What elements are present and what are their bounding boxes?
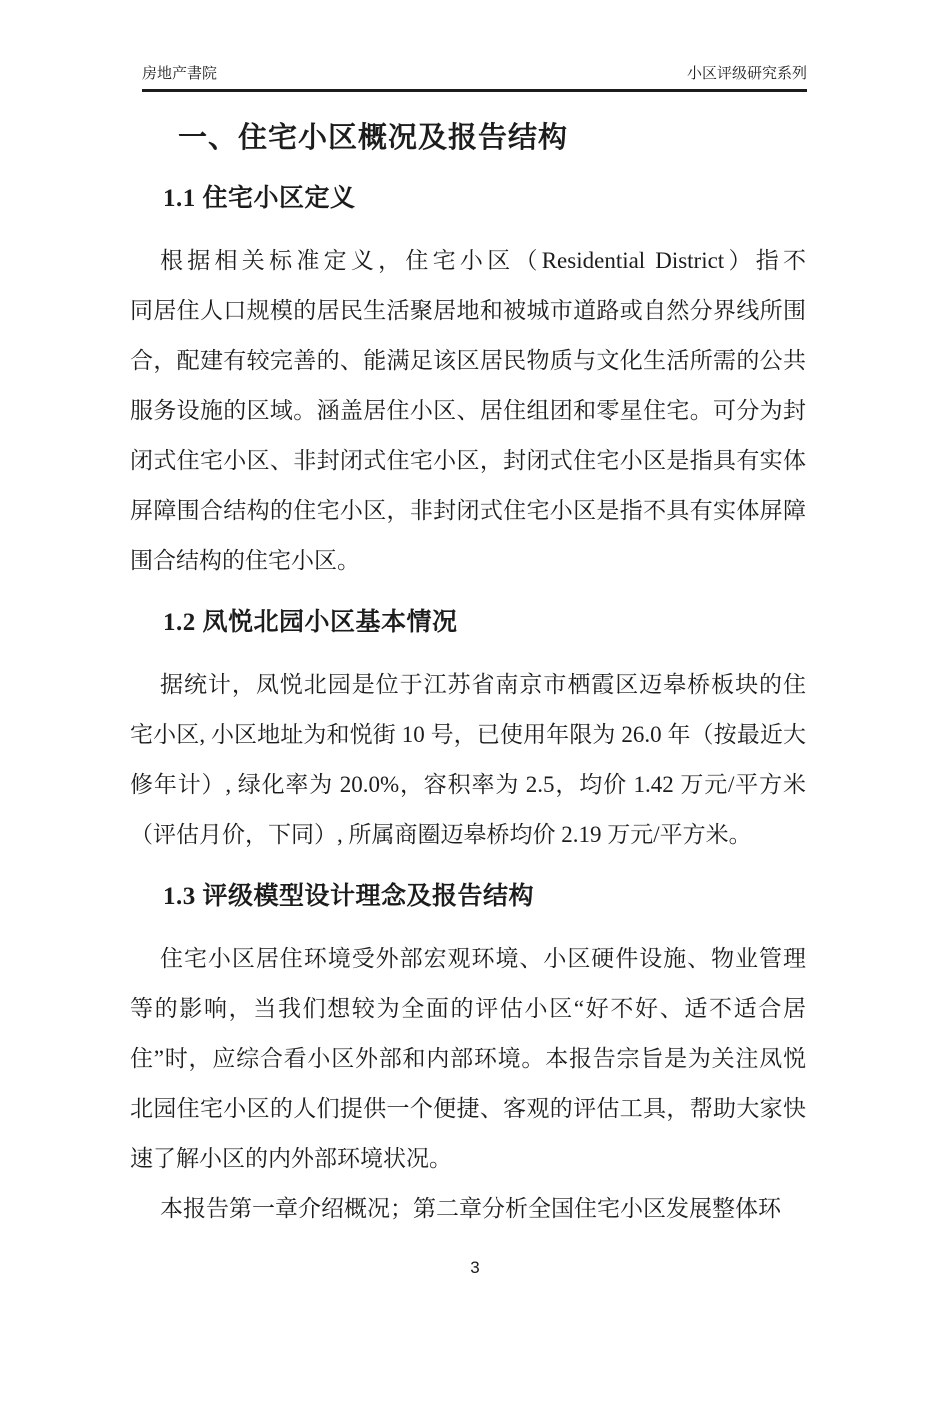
text-line: 根据相关标准定义，住宅小区（Residential District）指不 [160,248,806,273]
section-heading: 1.1 住宅小区定义 [163,185,356,212]
paragraph [130,236,806,586]
text-line: 宅小区, 小区地址为和悦街 10 号，已使用年限为 26.0 年（按最近大 [130,722,806,747]
paragraph [130,934,806,1184]
document-body [130,114,806,1234]
paragraph [130,660,806,860]
text-line: 屏障围合结构的住宅小区，非封闭式住宅小区是指不具有实体屏障 [130,498,806,523]
page-number: 3 [470,1258,480,1277]
text-line: 同居住人口规模的居民生活聚居地和被城市道路或自然分界线所围 [130,298,806,323]
section-heading: 1.3 评级模型设计理念及报告结构 [163,883,535,910]
text-line: 北园住宅小区的人们提供一个便捷、客观的评估工具，帮助大家快 [130,1096,806,1121]
header-right-text: 小区评级研究系列 [686,65,807,82]
text-line: 住”时，应综合看小区外部和内部环境。本报告宗旨是为关注凤悦 [130,1046,806,1071]
chapter-title: 一、住宅小区概况及报告结构 [178,122,569,154]
paragraph [130,1184,806,1234]
text-line: 修年计）, 绿化率为 20.0%，容积率为 2.5，均价 1.42 万元/平方米 [130,772,806,797]
section-heading: 1.2 凤悦北园小区基本情况 [163,609,458,636]
text-line: 据统计，凤悦北园是位于江苏省南京市栖霞区迈皋桥板块的住 [160,672,806,697]
text-line: 合，配建有较完善的、能满足该区居民物质与文化生活所需的公共 [130,348,806,373]
page-header [142,64,807,92]
header-left-text: 房地产書院 [142,65,218,82]
text-line: 闭式住宅小区、非封闭式住宅小区，封闭式住宅小区是指具有实体 [130,448,806,473]
document-page [0,64,950,1408]
text-line: 住宅小区居住环境受外部宏观环境、小区硬件设施、物业管理 [160,946,806,971]
text-line: 本报告第一章介绍概况；第二章分析全国住宅小区发展整体环 [160,1196,781,1221]
text-line: 服务设施的区域。涵盖居住小区、居住组团和零星住宅。可分为封 [130,398,806,423]
text-line: （评估月价，下同）, 所属商圈迈皋桥均价 2.19 万元/平方米。 [130,822,752,847]
text-line: 速了解小区的内外部环境状况。 [130,1146,452,1171]
text-line: 围合结构的住宅小区。 [130,548,360,573]
text-line: 等的影响，当我们想较为全面的评估小区“好不好、适不适合居 [130,996,806,1021]
